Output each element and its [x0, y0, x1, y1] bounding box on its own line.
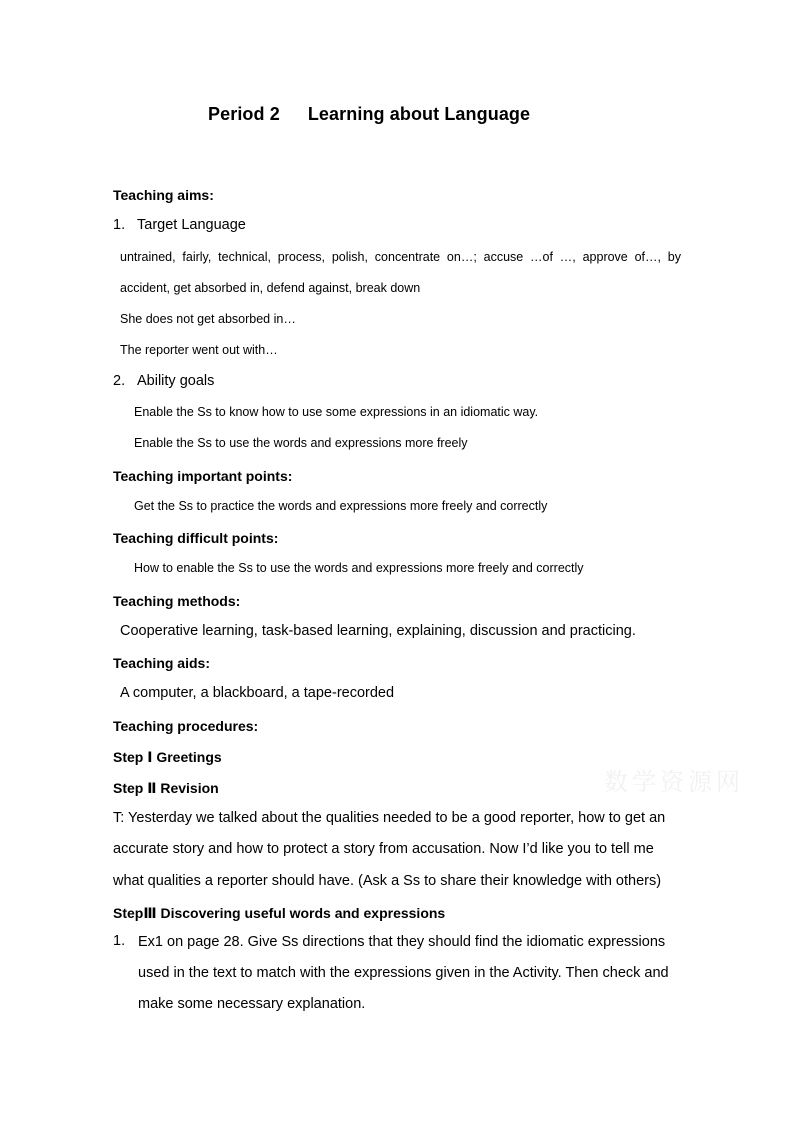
- aim-item-2-label: Ability goals: [137, 373, 215, 389]
- important-points-heading: Teaching important points:: [113, 468, 293, 484]
- revision-line-3: what qualities a reporter should have. (Ask a Ss to share their knowledge with others): [113, 873, 662, 889]
- target-words-line-2: accident, get absorbed in, defend against, break down: [120, 281, 421, 295]
- exercise-1-text: Ex1 on page 28. Give Ss directions that they should find the idiomatic expressions used in the text to match with the expressions given in the Activity. Then check and make some necessary explanation.: [138, 934, 669, 1012]
- target-sentence-1: She does not get absorbed in…: [120, 312, 296, 326]
- aim-item-1-number: 1.: [113, 217, 126, 233]
- revision-line-1: T: Yesterday we talked about the qualities needed to be a good reporter, how to get an: [113, 810, 666, 826]
- procedures-heading: Teaching procedures:: [113, 718, 259, 734]
- step-3-heading: StepⅢ Discovering useful words and expressions: [113, 905, 446, 921]
- period-label: Period 2: [208, 104, 280, 124]
- exercise-1-number: 1.: [113, 933, 126, 949]
- lesson-name: Learning about Language: [307, 104, 531, 124]
- aim-item-2: [113, 373, 214, 389]
- teaching-aims-heading: Teaching aims:: [113, 187, 214, 203]
- target-words-line-1: untrained, fairly, technical, process, polish, concentrate on…; accuse …of …, approve of…, by: [120, 250, 681, 264]
- ability-goal-1: Enable the Ss to know how to use some expressions in an idiomatic way.: [134, 405, 539, 419]
- important-points-text: Get the Ss to practice the words and expressions more freely and correctly: [134, 499, 548, 513]
- methods-heading: Teaching methods:: [113, 593, 241, 609]
- aids-heading: Teaching aids:: [113, 655, 210, 671]
- aids-text: A computer, a blackboard, a tape-recorded: [120, 685, 395, 701]
- ability-goal-2: Enable the Ss to use the words and expressions more freely: [134, 436, 468, 450]
- difficult-points-heading: Teaching difficult points:: [113, 530, 279, 546]
- watermark: 数学资源网: [604, 768, 744, 796]
- page-title: [208, 104, 530, 125]
- methods-text: Cooperative learning, task-based learning, explaining, discussion and practicing.: [120, 623, 636, 639]
- aim-item-1-label: Target Language: [137, 217, 246, 233]
- aim-item-1: [113, 217, 246, 233]
- step-1-heading: Step Ⅰ Greetings: [113, 749, 222, 765]
- revision-line-2: accurate story and how to protect a story from accusation. Now I’d like you to tell me: [113, 841, 654, 857]
- aim-item-2-number: 2.: [113, 373, 126, 389]
- difficult-points-text: How to enable the Ss to use the words and expressions more freely and correctly: [134, 561, 584, 575]
- step-2-heading: Step Ⅱ Revision: [113, 780, 219, 796]
- target-sentence-2: The reporter went out with…: [120, 343, 278, 357]
